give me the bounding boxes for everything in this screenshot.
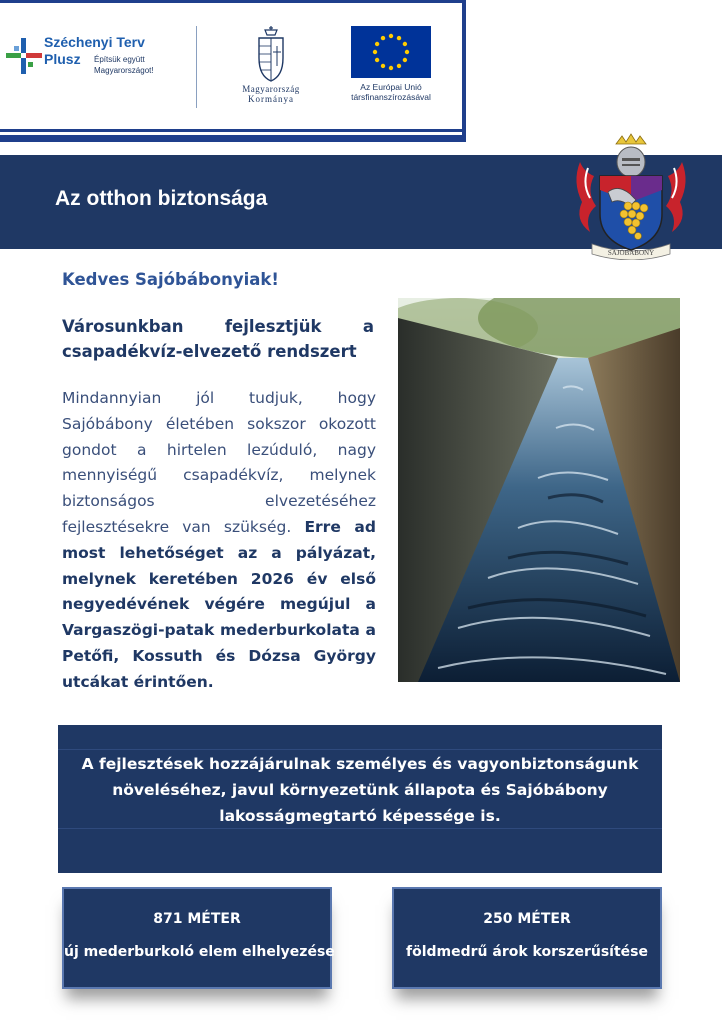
- szechenyi-title: Széchenyi Terv: [44, 34, 145, 50]
- paragraph-normal-text: fejlesztésekre van szükség.: [62, 517, 292, 536]
- stat-card-ditch-upgrade: [392, 887, 662, 989]
- paragraph-bold-text: Erre ad: [304, 517, 376, 536]
- eu-logo: [336, 26, 446, 110]
- paragraph-bold-line: Petőfi, Kossuth és Dózsa György: [62, 646, 376, 665]
- eu-line-1: Az Európai Unió: [360, 82, 422, 92]
- coat-of-arms-icon: [570, 132, 692, 260]
- szechenyi-terv-logo: [6, 34, 186, 104]
- paragraph-bold-line: most lehetőséget az a pályázat,: [62, 543, 376, 562]
- stat-value: 871 MÉTER: [153, 911, 241, 927]
- info-box-line-1: A fejlesztések hozzájárulnak személyes és vagyonbiztonságunk: [81, 755, 639, 773]
- info-box-text: [68, 751, 652, 829]
- szechenyi-slogan-line-1: Építsük együtt: [94, 55, 145, 64]
- logo-frame-right: [462, 0, 466, 142]
- water-channel-photo: [398, 298, 680, 682]
- body-paragraph: [62, 386, 376, 696]
- szechenyi-subtitle: Plusz: [44, 51, 81, 67]
- logo-frame-bottom: [0, 135, 466, 142]
- paragraph-bold-line: melynek keretében 2026 év első: [62, 569, 376, 588]
- info-box: [58, 725, 662, 873]
- government-logo: [216, 26, 326, 110]
- logo-divider: [196, 26, 197, 108]
- paragraph-line: mennyiségű csapadékvíz, melynek: [62, 466, 376, 485]
- eu-line-2: társfinanszírozásával: [351, 92, 431, 102]
- info-box-rule: [58, 749, 662, 750]
- paragraph-line: Mindannyian jól tudjuk, hogy: [62, 389, 376, 407]
- paragraph-line: biztonságos elvezetéséhez: [62, 492, 376, 511]
- stat-caption: földmedrű árok korszerűsítése: [406, 944, 648, 960]
- szechenyi-slogan-line-2: Magyarországot!: [94, 66, 154, 75]
- szechenyi-slogan: [94, 54, 184, 76]
- paragraph-bold-line: utcákat érintően.: [62, 672, 214, 691]
- logo-frame-top: [0, 0, 466, 3]
- logo-band: [0, 0, 466, 142]
- stat-value: 250 MÉTER: [483, 911, 571, 927]
- paragraph-line: Sajóbábony életében sokszor okozott: [62, 414, 376, 433]
- paragraph-line: gondot a hirtelen lezúduló, nagy: [62, 440, 376, 459]
- page-title: Az otthon biztonsága: [55, 187, 268, 210]
- eu-flag-icon: [351, 26, 431, 78]
- logo-frame-inner-line: [0, 129, 462, 132]
- info-box-line-2: növeléséhez, javul környezetünk állapota és Sajóbábony: [112, 781, 608, 799]
- hungarian-crest-icon: [256, 26, 286, 82]
- stat-card-channel-lining: [62, 887, 335, 989]
- szechenyi-cross-icon: [6, 38, 42, 74]
- government-line-1: Magyarország: [242, 84, 300, 94]
- info-box-line-3: lakosságmegtartó képessége is.: [219, 807, 501, 825]
- government-line-2: Kormánya: [248, 94, 294, 104]
- subheading-line-1: Városunkban fejlesztjük a: [62, 317, 374, 336]
- coat-of-arms-label: SAJÓBÁBONY: [607, 249, 655, 257]
- greeting: Kedves Sajóbábonyiak!: [62, 270, 279, 289]
- paragraph-line: [62, 515, 376, 541]
- stat-caption: új mederburkoló elem elhelyezése: [64, 944, 335, 960]
- subheading: [62, 314, 374, 364]
- paragraph-bold-line: negyedévének végére megújul a: [62, 595, 376, 614]
- subheading-line-2: csapadékvíz-elvezető rendszert: [62, 342, 357, 361]
- paragraph-bold-line: Vargaszögi-patak mederburkolata a: [62, 621, 376, 640]
